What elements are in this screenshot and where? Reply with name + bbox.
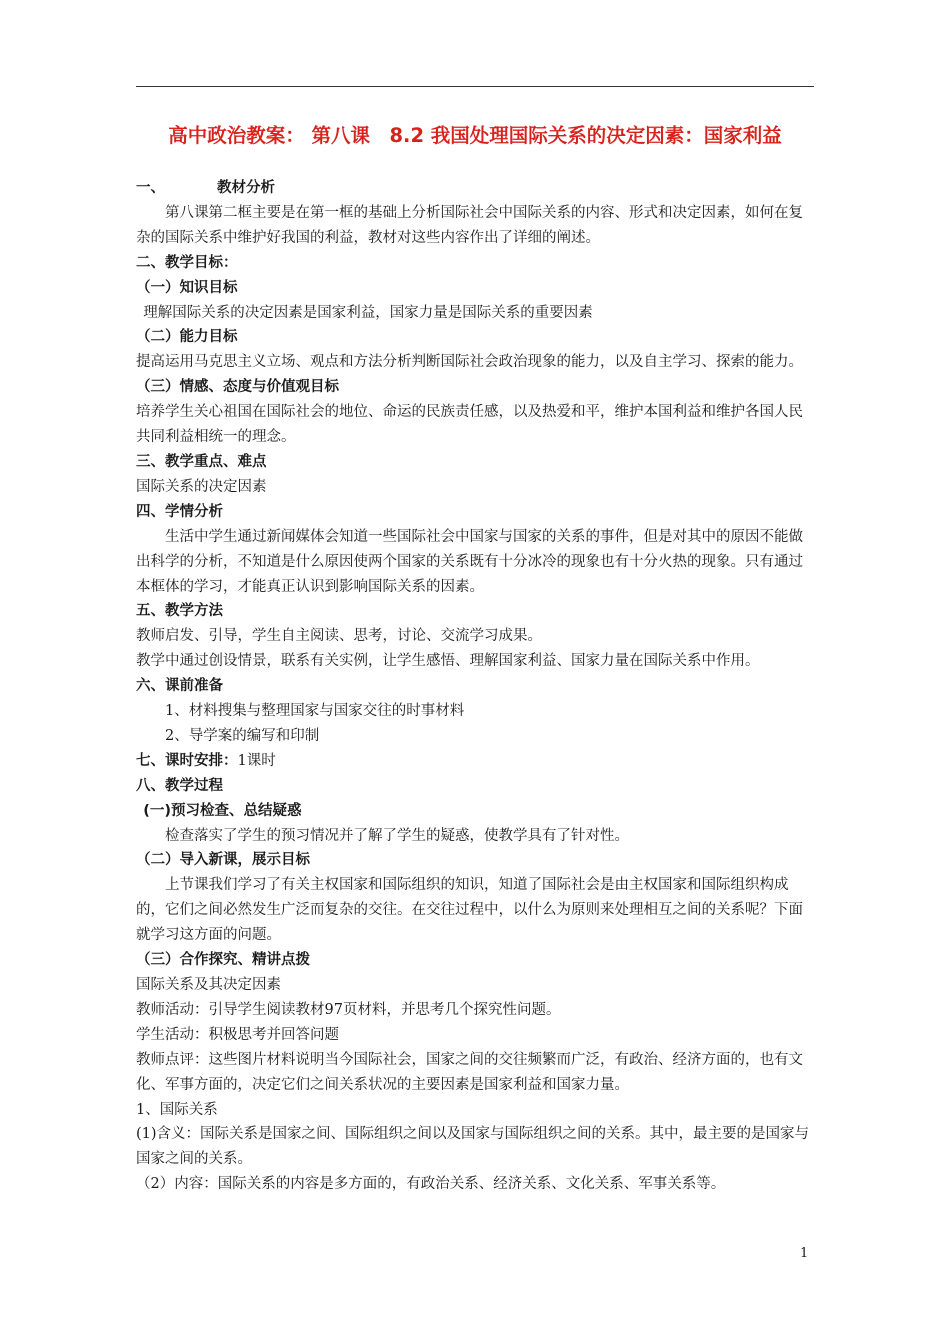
document-body [136,176,814,1197]
process-2-text: 上节课我们学习了有关主权国家和国际组织的知识，知道了国际社会是由主权国家和国际组织构成的，它们之间必然发生广泛而复杂的交往。在交往过程中，以什么为原则来处理相互之间的关系呢？下面就学习这方面的问题。 [136,877,803,944]
process-1-heading: (一)预习检查、总结疑惑 [143,802,302,819]
emotion-goal-text: 培养学生关心祖国在国际社会的地位、命运的民族责任感，以及热爱和平，维护本国利益和维护各国人民共同利益相统一的理念。 [136,404,803,446]
section-4-heading: 四、学情分析 [136,503,223,520]
page-number: 1 [800,1246,809,1261]
emotion-goal-heading: （三）情感、态度与价值观目标 [136,379,339,396]
ability-goal-text: 提高运用马克思主义立场、观点和方法分析判断国际社会政治现象的能力，以及自主学习、探索的能力。 [136,354,803,371]
section-2-heading: 二、教学目标： [136,254,238,271]
section-3-heading: 三、教学重点、难点 [136,453,267,470]
section-5-text-1: 教师启发、引导，学生自主阅读、思考，讨论、交流学习成果。 [136,628,542,645]
process-2-heading: （二）导入新课，展示目标 [136,852,310,869]
section-6-item-2: 2、导学案的编写和印制 [165,727,320,744]
section-6-item-1: 1、材料搜集与整理国家与国家交往的时事材料 [165,703,465,720]
document-title: 高中政治教案： 第八课 8.2 我国处理国际关系的决定因素：国家利益 [168,124,782,147]
process-3-text-5: 1、国际关系 [136,1101,218,1118]
section-7 [136,749,814,774]
section-7-heading: 七、课时安排： [136,752,238,769]
section-5-text-2: 教学中通过创设情景，联系有关实例，让学生感悟、理解国家利益、国家力量在国际关系中作用。 [136,653,760,670]
process-3-text-3: 学生活动：积极思考并回答问题 [136,1026,339,1043]
knowledge-goal-heading: （一）知识目标 [136,279,238,296]
section-5-heading: 五、教学方法 [136,603,223,620]
section-1-heading: 一、 教材分析 [136,180,275,196]
knowledge-goal-text: 理解国际关系的决定因素是国家利益，国家力量是国际关系的重要因素 [143,304,593,321]
header-rule [136,86,814,87]
process-1-text: 检查落实了学生的预习情况并了解了学生的疑惑，使教学具有了针对性。 [165,827,629,844]
process-3-heading: （三）合作探究、精讲点拨 [136,952,310,969]
process-3-text-4: 教师点评：这些图片材料说明当今国际社会，国家之间的交往频繁而广泛，有政治、经济方面的，也有文化、军事方面的，决定它们之间关系状况的主要因素是国家利益和国家力量。 [136,1051,803,1093]
section-1-text: 第八课第二框主要是在第一框的基础上分析国际社会中国际关系的内容、形式和决定因素，如何在复杂的国际关系中维护好我国的利益，教材对这些内容作出了详细的阐述。 [136,204,803,246]
process-3-text-7: （2）内容：国际关系的内容是多方面的，有政治关系、经济关系、文化关系、军事关系等。 [136,1176,726,1193]
section-3-text: 国际关系的决定因素 [136,478,267,495]
section-8-heading: 八、教学过程 [136,777,223,794]
section-7-text: 1课时 [237,752,276,769]
process-3-text-6: (1)含义：国际关系是国家之间、国际组织之间以及国家与国际组织之间的关系。其中，最主要的是国家与国家之间的关系。 [136,1126,810,1168]
process-3-text-1: 国际关系及其决定因素 [136,977,281,993]
ability-goal-heading: （二）能力目标 [136,329,238,346]
process-3-text-2: 教师活动：引导学生阅读教材97页材料，并思考几个探究性问题。 [136,1001,561,1018]
section-4-text: 生活中学生通过新闻媒体会知道一些国际社会中国家与国家的关系的事件，但是对其中的原因不能做出科学的分析，不知道是什么原因使两个国家的关系既有十分冰冷的现象也有十分火热的现象。只有通过本框体的学习，才能真正认识到影响国际关系的因素。 [136,528,803,595]
section-6-heading: 六、课前准备 [136,678,223,695]
